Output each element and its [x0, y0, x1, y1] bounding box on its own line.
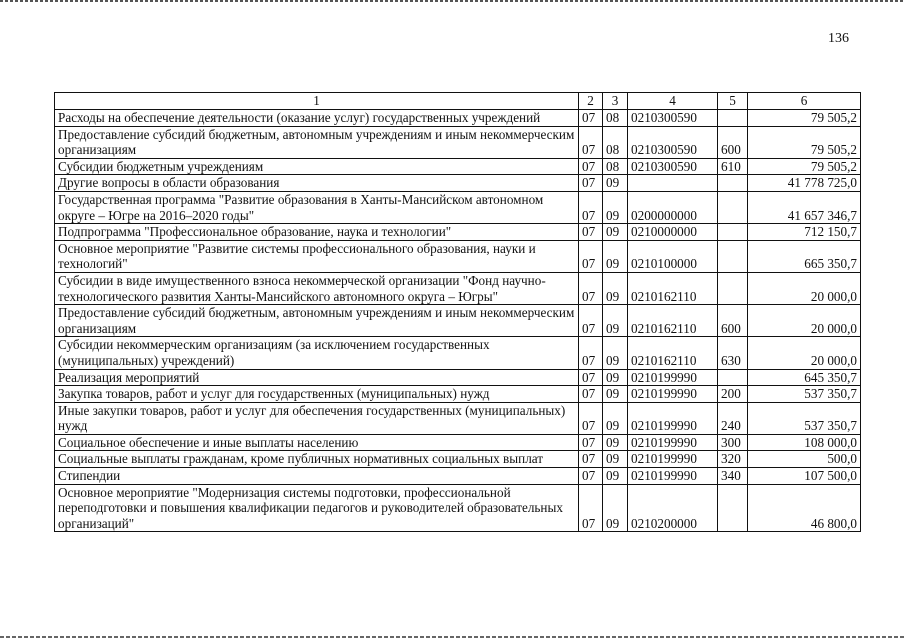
row-section: 07: [579, 484, 603, 532]
header-col-1: 1: [55, 93, 579, 110]
row-section: 07: [579, 175, 603, 192]
row-target-article: 0210199990: [628, 369, 718, 386]
row-subsection: 09: [603, 191, 628, 223]
row-amount: 20 000,0: [748, 272, 861, 304]
row-subsection: 08: [603, 158, 628, 175]
row-section: 07: [579, 305, 603, 337]
row-subsection: 09: [603, 369, 628, 386]
table-row: [55, 484, 861, 532]
row-expense-type: [718, 110, 748, 127]
row-target-article: 0200000000: [628, 191, 718, 223]
row-name: Предоставление субсидий бюджетным, автономным учреждениям и иным некоммерческим организациям: [55, 305, 579, 337]
row-expense-type: 610: [718, 158, 748, 175]
row-expense-type: 200: [718, 386, 748, 403]
row-section: 07: [579, 337, 603, 369]
page-number: 136: [828, 31, 849, 46]
row-amount: 79 505,2: [748, 110, 861, 127]
row-subsection: 09: [603, 337, 628, 369]
table-row: [55, 386, 861, 403]
row-name: Основное мероприятие "Модернизация системы подготовки, профессиональной переподготовки и повышения квалификации педагогов и руководителей образовательных организаций": [55, 484, 579, 532]
row-name: Реализация мероприятий: [55, 369, 579, 386]
budget-table: [54, 92, 861, 532]
scan-bottom-edge: [0, 636, 905, 638]
row-subsection: 09: [603, 175, 628, 192]
row-amount: 537 350,7: [748, 402, 861, 434]
row-target-article: 0210200000: [628, 484, 718, 532]
header-col-3: 3: [603, 93, 628, 110]
table-row: [55, 224, 861, 241]
row-amount: 41 657 346,7: [748, 191, 861, 223]
row-amount: 107 500,0: [748, 468, 861, 485]
table-header-row: [55, 93, 861, 110]
header-col-4: 4: [628, 93, 718, 110]
row-target-article: 0210300590: [628, 158, 718, 175]
row-expense-type: [718, 175, 748, 192]
row-target-article: 0210300590: [628, 126, 718, 158]
row-section: 07: [579, 240, 603, 272]
row-amount: 20 000,0: [748, 305, 861, 337]
row-section: 07: [579, 191, 603, 223]
row-section: 07: [579, 468, 603, 485]
table-row: [55, 191, 861, 223]
row-amount: 79 505,2: [748, 126, 861, 158]
row-target-article: 0210300590: [628, 110, 718, 127]
table-row: [55, 434, 861, 451]
table-row: [55, 126, 861, 158]
row-subsection: 09: [603, 272, 628, 304]
row-section: 07: [579, 386, 603, 403]
row-name: Основное мероприятие "Развитие системы профессионального образования, науки и технологий": [55, 240, 579, 272]
row-subsection: 09: [603, 402, 628, 434]
table-row: [55, 240, 861, 272]
row-amount: 665 350,7: [748, 240, 861, 272]
row-expense-type: 600: [718, 126, 748, 158]
row-name: Расходы на обеспечение деятельности (оказание услуг) государственных учреждений: [55, 110, 579, 127]
row-expense-type: [718, 191, 748, 223]
row-name: Социальное обеспечение и иные выплаты населению: [55, 434, 579, 451]
row-amount: 79 505,2: [748, 158, 861, 175]
row-name: Предоставление субсидий бюджетным, автономным учреждениям и иным некоммерческим организациям: [55, 126, 579, 158]
row-amount: 108 000,0: [748, 434, 861, 451]
row-name: Субсидии некоммерческим организациям (за исключением государственных (муниципальных) учреждений): [55, 337, 579, 369]
row-expense-type: 340: [718, 468, 748, 485]
row-expense-type: [718, 224, 748, 241]
row-target-article: 0210199990: [628, 434, 718, 451]
row-subsection: 08: [603, 126, 628, 158]
table-row: [55, 402, 861, 434]
row-name: Закупка товаров, работ и услуг для государственных (муниципальных) нужд: [55, 386, 579, 403]
header-col-5: 5: [718, 93, 748, 110]
row-section: 07: [579, 402, 603, 434]
row-amount: 645 350,7: [748, 369, 861, 386]
table-row: [55, 110, 861, 127]
row-target-article: 0210162110: [628, 337, 718, 369]
row-subsection: 09: [603, 224, 628, 241]
table-row: [55, 369, 861, 386]
row-amount: 41 778 725,0: [748, 175, 861, 192]
header-col-2: 2: [579, 93, 603, 110]
row-section: 07: [579, 434, 603, 451]
row-amount: 20 000,0: [748, 337, 861, 369]
row-target-article: 0210199990: [628, 402, 718, 434]
row-target-article: 0210000000: [628, 224, 718, 241]
row-section: 07: [579, 272, 603, 304]
row-name: Стипендии: [55, 468, 579, 485]
row-expense-type: 320: [718, 451, 748, 468]
row-section: 07: [579, 126, 603, 158]
row-amount: 712 150,7: [748, 224, 861, 241]
row-name: Государственная программа "Развитие образования в Ханты-Мансийском автономном округе – Югре на 2016–2020 годы": [55, 191, 579, 223]
row-name: Подпрограмма "Профессиональное образование, наука и технологии": [55, 224, 579, 241]
table-row: [55, 272, 861, 304]
row-section: 07: [579, 451, 603, 468]
row-subsection: 09: [603, 468, 628, 485]
row-section: 07: [579, 158, 603, 175]
row-expense-type: [718, 369, 748, 386]
scan-top-edge: [0, 0, 905, 2]
row-subsection: 09: [603, 451, 628, 468]
row-amount: 46 800,0: [748, 484, 861, 532]
table-row: [55, 337, 861, 369]
row-name: Субсидии бюджетным учреждениям: [55, 158, 579, 175]
row-target-article: [628, 175, 718, 192]
row-section: 07: [579, 369, 603, 386]
row-expense-type: 240: [718, 402, 748, 434]
row-target-article: 0210162110: [628, 305, 718, 337]
table-row: [55, 451, 861, 468]
table-row: [55, 158, 861, 175]
row-amount: 500,0: [748, 451, 861, 468]
row-name: Субсидии в виде имущественного взноса некоммерческой организации "Фонд научно-технологического развития Ханты-Мансийского автономного округа – Югры": [55, 272, 579, 304]
row-expense-type: 600: [718, 305, 748, 337]
row-target-article: 0210199990: [628, 468, 718, 485]
row-expense-type: [718, 272, 748, 304]
row-expense-type: [718, 240, 748, 272]
row-subsection: 09: [603, 484, 628, 532]
row-expense-type: 300: [718, 434, 748, 451]
row-target-article: 0210162110: [628, 272, 718, 304]
row-subsection: 09: [603, 434, 628, 451]
row-target-article: 0210100000: [628, 240, 718, 272]
row-subsection: 08: [603, 110, 628, 127]
row-expense-type: [718, 484, 748, 532]
row-section: 07: [579, 224, 603, 241]
header-col-6: 6: [748, 93, 861, 110]
row-name: Социальные выплаты гражданам, кроме публичных нормативных социальных выплат: [55, 451, 579, 468]
row-target-article: 0210199990: [628, 451, 718, 468]
table-row: [55, 175, 861, 192]
row-target-article: 0210199990: [628, 386, 718, 403]
table-row: [55, 305, 861, 337]
row-section: 07: [579, 110, 603, 127]
row-subsection: 09: [603, 305, 628, 337]
table-row: [55, 468, 861, 485]
row-name: Иные закупки товаров, работ и услуг для обеспечения государственных (муниципальных) нужд: [55, 402, 579, 434]
row-subsection: 09: [603, 386, 628, 403]
row-amount: 537 350,7: [748, 386, 861, 403]
row-expense-type: 630: [718, 337, 748, 369]
table-body: [55, 110, 861, 532]
row-subsection: 09: [603, 240, 628, 272]
row-name: Другие вопросы в области образования: [55, 175, 579, 192]
